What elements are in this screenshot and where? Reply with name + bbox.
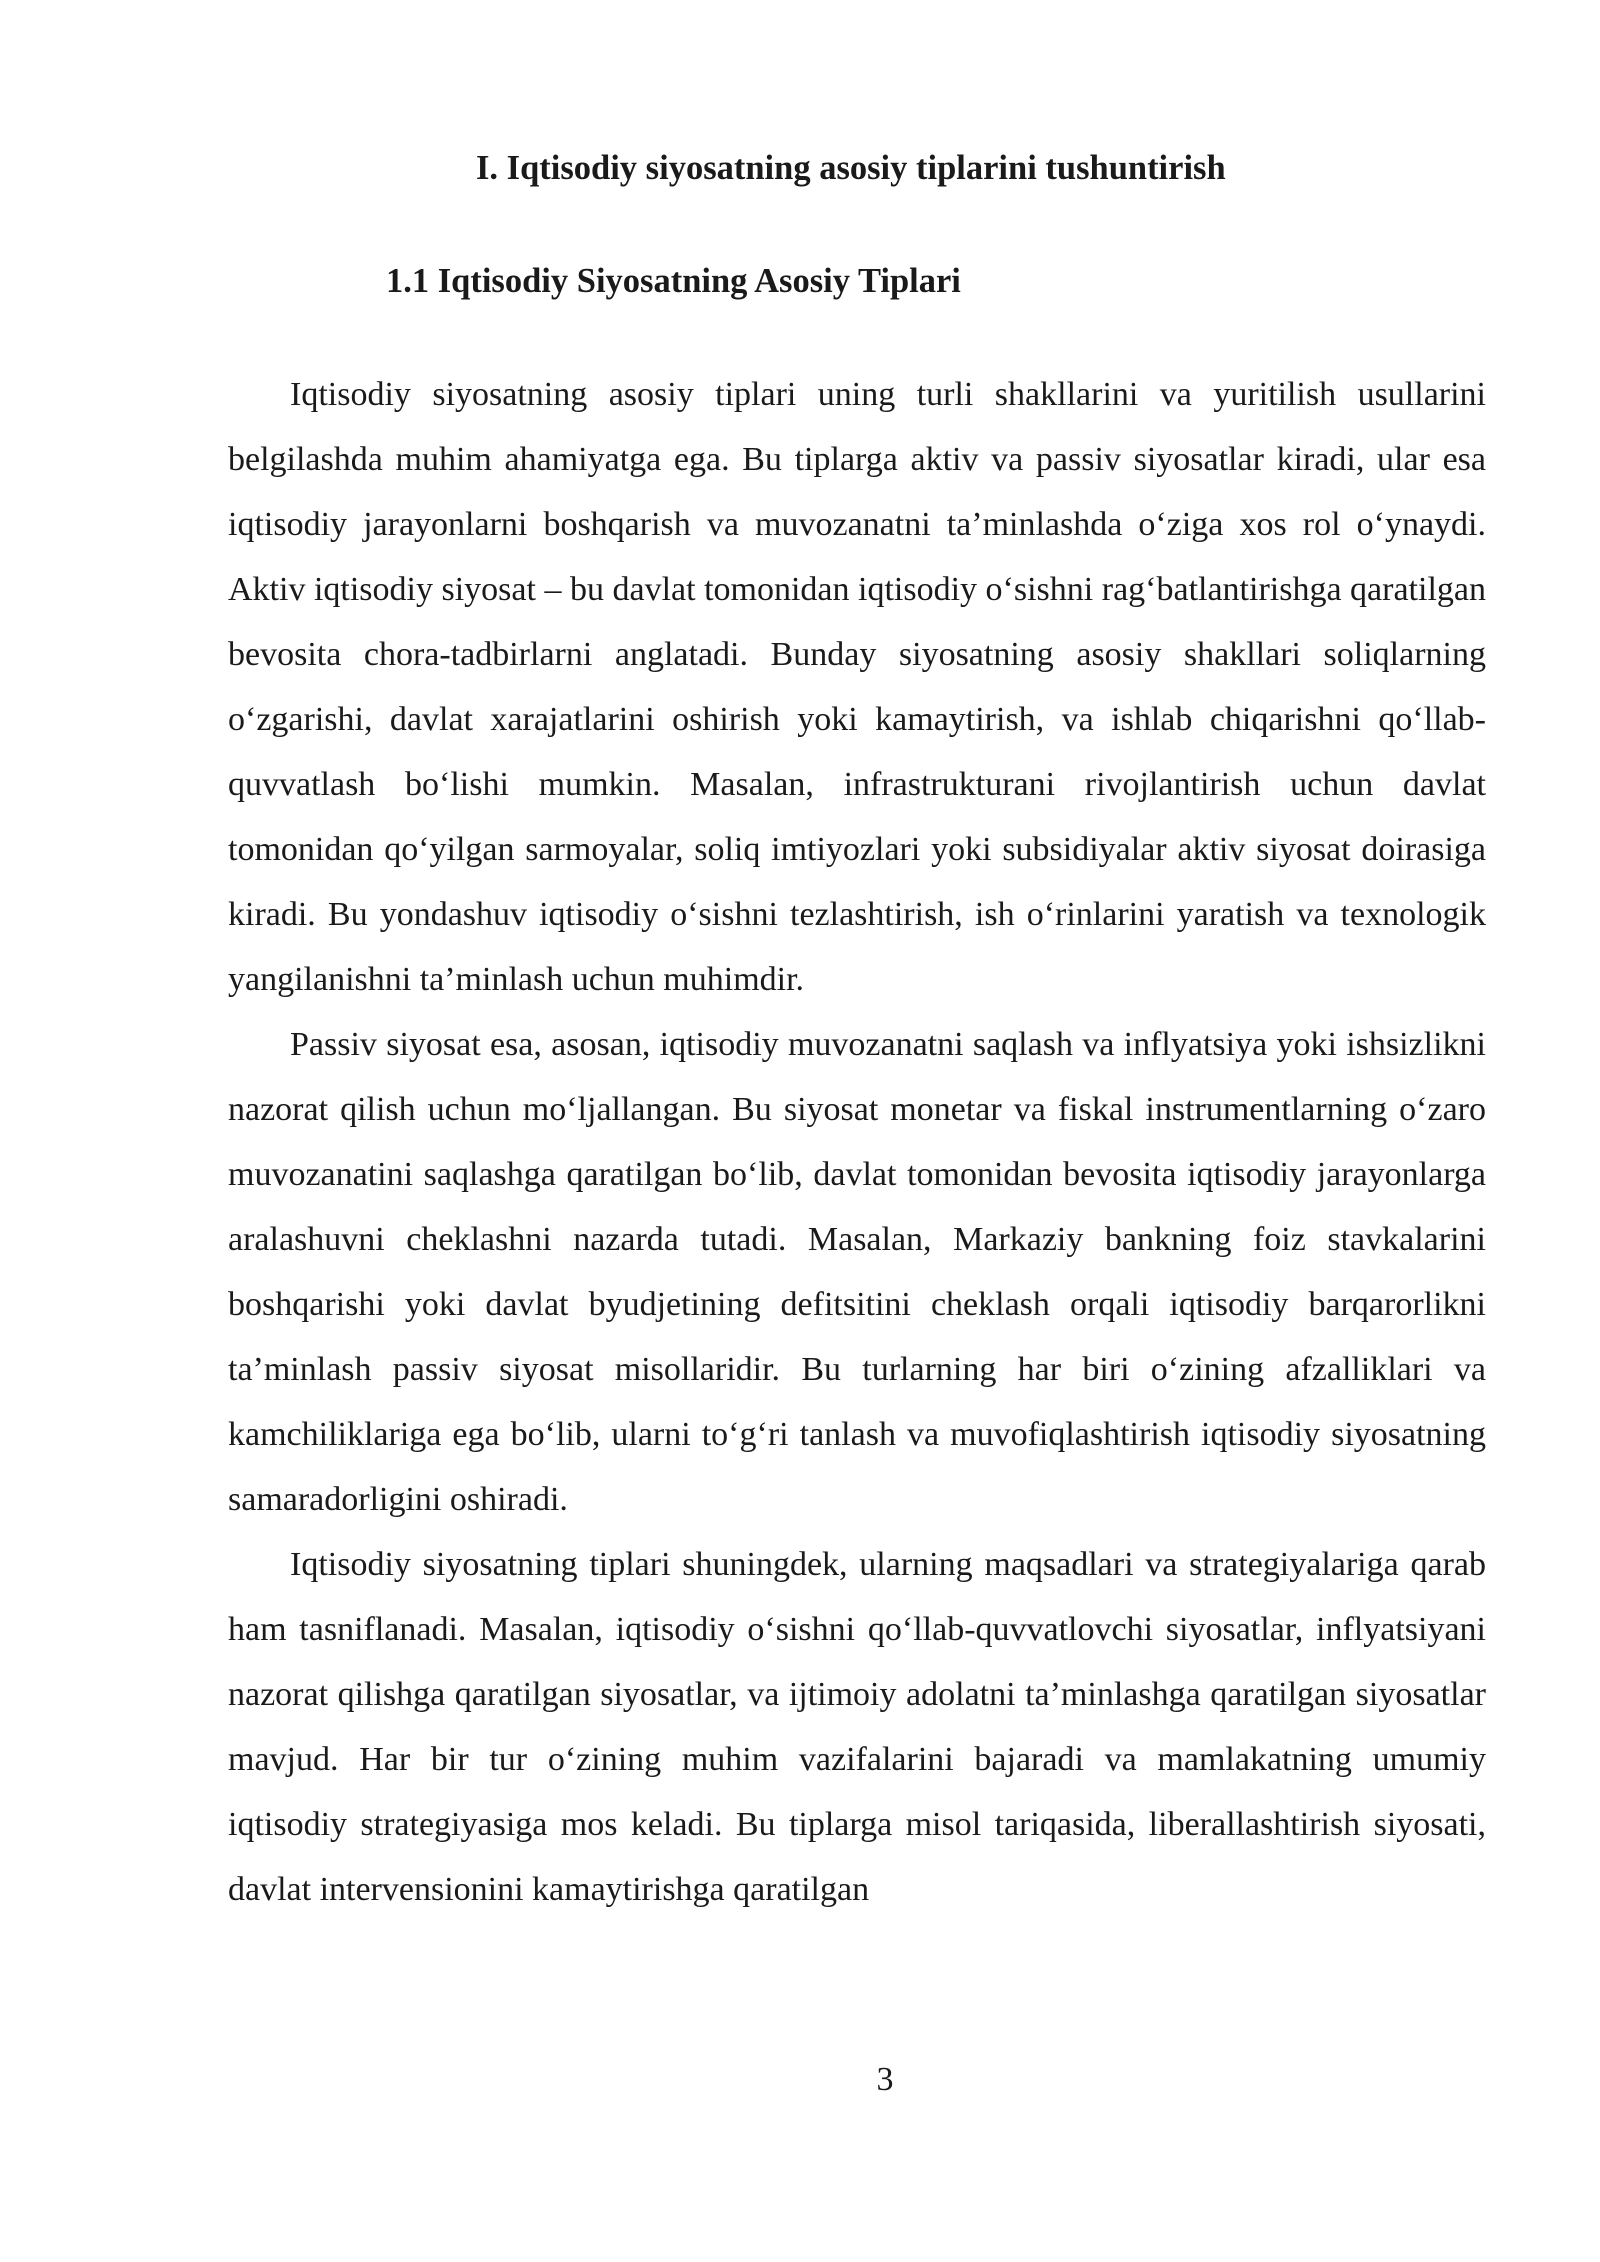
paragraph: Iqtisodiy siyosatning tiplari shuningdek, ularning maqsadlari va strategiyalariga qarab ham tasniflanadi. Masalan, iqtisodiy o‘sishni qo‘llab-quvvatlovchi siyosatlar, inflyatsiyani nazorat qilishga qaratilgan siyosatlar, va ijtimoiy adolatni ta’minlashga qaratilgan siyosatlar mavjud. Har bir tur o‘zining muhim vazifalarini bajaradi va mamlakatning umumiy iqtisodiy strategiyasiga mos keladi. Bu tiplarga misol tariqasida, liberallashtirish siyosati, davlat intervensionini kamaytirishga qaratilgan bbox=[228, 1546, 1486, 1908]
paragraph: Iqtisodiy siyosatning asosiy tiplari uning turli shakllarini va yuritilish usullarini belgilashda muhim ahamiyatga ega. Bu tiplarga aktiv va passiv siyosatlar kiradi, ular esa iqtisodiy jarayonlarni boshqarish va muvozanatni ta’minlashda o‘ziga xos rol o‘ynaydi. Aktiv iqtisodiy siyosat – bu davlat tomonidan iqtisodiy o‘sishni rag‘batlantirishga qaratilgan bevosita chora-tadbirlarni anglatadi. Bunday siyosatning asosiy shakllari soliqlarning o‘zgarishi, davlat xarajatlarini oshirish yoki kamaytirish, va ishlab chiqarishni qo‘llab-quvvatlash bo‘lishi mumkin. Masalan, infrastrukturani rivojlantirish uchun davlat tomonidan qo‘yilgan sarmoyalar, soliq imtiyozlari yoki subsidiyalar aktiv siyosat doirasiga kiradi. Bu yondashuv iqtisodiy o‘sishni tezlashtirish, ish o‘rinlarini yaratish va texnologik yangilanishni ta’minlash uchun muhimdir. bbox=[228, 376, 1486, 998]
body-text bbox=[228, 362, 1486, 1922]
paragraph: Passiv siyosat esa, asosan, iqtisodiy muvozanatni saqlash va inflyatsiya yoki ishsizlikni nazorat qilish uchun mo‘ljallangan. Bu siyosat monetar va fiskal instrumentlarning o‘zaro muvozanatini saqlashga qaratilgan bo‘lib, davlat tomonidan bevosita iqtisodiy jarayonlarga aralashuvni cheklashni nazarda tutadi. Masalan, Markaziy bankning foiz stavkalarini boshqarishi yoki davlat byudjetining defitsitini cheklash orqali iqtisodiy barqarorlikni ta’minlash passiv siyosat misollaridir. Bu turlarning har biri o‘zining afzalliklari va kamchiliklariga ega bo‘lib, ularni to‘g‘ri tanlash va muvofiqlashtirish iqtisodiy siyosatning samaradorligini oshiradi. bbox=[228, 1026, 1486, 1518]
chapter-title: I. Iqtisodiy siyosatning asosiy tiplarini tushuntirish bbox=[476, 149, 1226, 187]
section-title: 1.1 Iqtisodiy Siyosatning Asosiy Tiplari bbox=[386, 262, 961, 300]
page-number: 3 bbox=[876, 2061, 894, 2098]
